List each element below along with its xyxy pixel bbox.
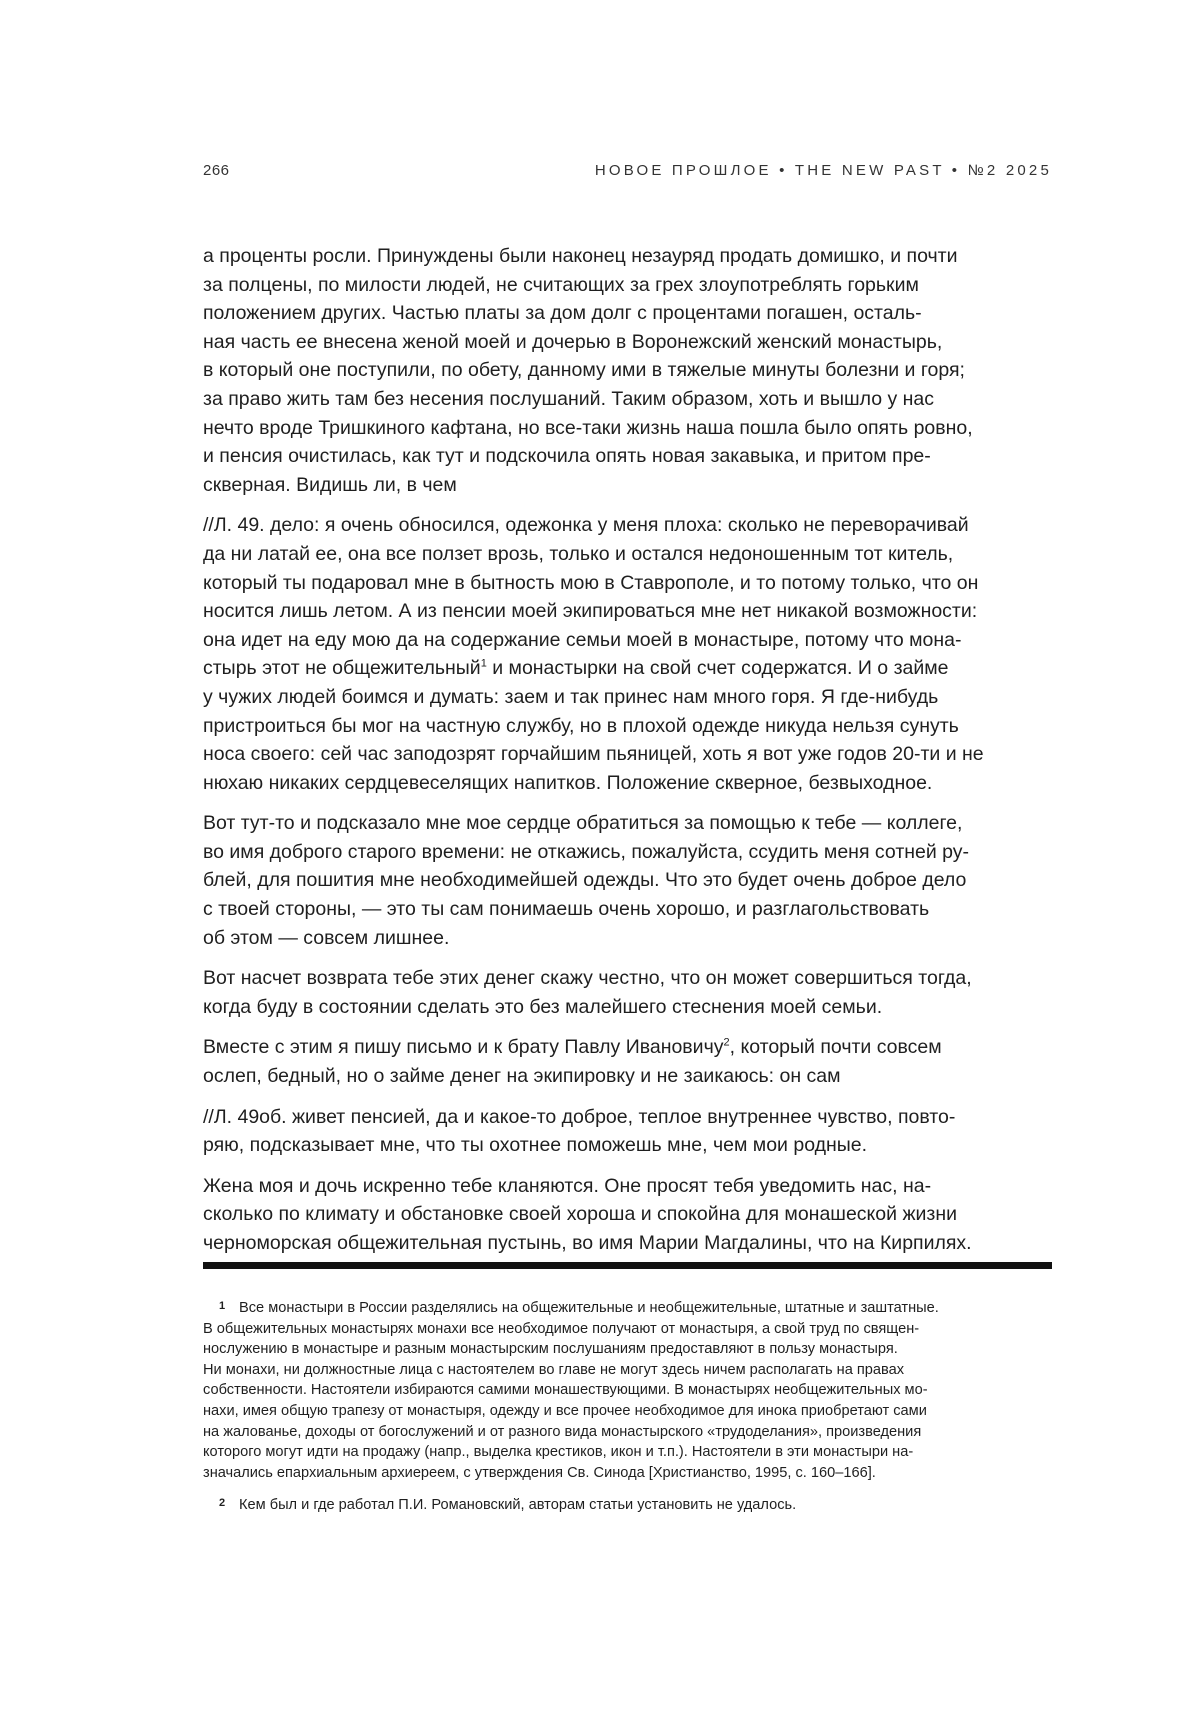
text-line: скверная. Видишь ли, в чем	[203, 473, 457, 496]
text-line: который ты подаровал мне в бытность мою в Ставрополе, и то потому только, что он	[203, 571, 979, 594]
text-line: ослеп, бедный, но о займе денег на экипировку и не заикаюсь: он сам	[203, 1065, 841, 1088]
footnote-separator-rule	[203, 1262, 1052, 1269]
paragraph-2	[203, 511, 1052, 797]
footnotes	[203, 1296, 1052, 1526]
text-line: положением других. Частью платы за дом долг с процентами погашен, осталь-	[203, 302, 922, 325]
footnote-ref-1[interactable]: 1	[480, 657, 487, 670]
text-line: сколько по климату и обстановке своей хороша и спокойна для монашеской жизни	[203, 1203, 957, 1226]
footnote-line	[203, 1493, 1052, 1516]
text-fragment: Вместе с этим я пишу письмо и к брату Павлу Ивановичу	[203, 1036, 724, 1059]
text-line: за полцены, по милости людей, не считающих за грех злоупотреблять горьким	[203, 273, 919, 296]
text-line: //Л. 49об. живет пенсией, да и какое-то доброе, теплое внутреннее чувство, повто-	[203, 1105, 956, 1128]
text-line: за право жить там без несения послушаний. Таким образом, хоть и вышло у нас	[203, 387, 935, 410]
text-line: блей, для пошития мне необходимейшей одежды. Что это будет очень доброе дело	[203, 869, 967, 892]
footnote-line: Ни монахи, ни должностные лица с настоятелем во главе не могут здесь ничем располагать на правах	[203, 1361, 905, 1378]
text-line: ряю, подсказывает мне, что ты охотнее поможешь мне, чем мои родные.	[203, 1134, 868, 1157]
text-line: и пенсия очистилась, как тут и подскочила опять новая закавыка, и притом пре-	[203, 445, 931, 468]
text-line: нечто вроде Тришкиного кафтана, но все-таки жизнь наша пошла было опять ровно,	[203, 416, 973, 439]
text-line: носится лишь летом. А из пенсии моей экипироваться мне нет никакой возможности:	[203, 600, 978, 623]
text-line: об этом — совсем лишнее.	[203, 926, 450, 949]
text-line: черноморская общежительная пустынь, во имя Марии Магдалины, что на Кирпилях.	[203, 1232, 972, 1254]
text-line	[203, 1033, 1052, 1062]
footnote-line: значались епархиальным архиереем, с утверждения Св. Синода [Христианство, 1995, с. 160–166].	[203, 1464, 876, 1481]
text-line: в который оне поступили, по обету, данному ими в тяжелые минуты болезни и горя;	[203, 359, 965, 382]
text-line: Жена моя и дочь искренно тебе кланяются. Оне просят тебя уведомить нас, на-	[203, 1174, 932, 1197]
text-line: пристроиться бы мог на частную службу, но в плохой одежде никуда нельзя сунуть	[203, 714, 959, 737]
footnote-text: Кем был и где работал П.И. Романовский, авторам статьи установить не удалось.	[239, 1497, 797, 1514]
page-number: 266	[203, 162, 230, 179]
paragraph-5	[203, 1033, 1052, 1090]
text-line: Вот насчет возврата тебе этих денег скажу честно, что он может совершиться тогда,	[203, 967, 972, 990]
text-line: да ни латай ее, она все ползет врозь, только и остался недоношенным тот китель,	[203, 542, 954, 565]
footnote-marker-2: 2	[219, 1497, 226, 1510]
text-line: нюхаю никаких сердцевеселящих напитков. Положение скверное, безвыходное.	[203, 771, 933, 794]
text-line: она идет на еду мою да на содержание семьи моей в монастыре, потому что мона-	[203, 628, 962, 651]
journal-title: НОВОЕ ПРОШЛОЕ • THE NEW PAST • №2 2025	[594, 162, 1052, 179]
footnote-text: Все монастыри в России разделялись на общежительные и необщежительные, штатные и заштатные.	[239, 1300, 939, 1316]
footnote-marker-1: 1	[219, 1300, 226, 1312]
footnote-line	[203, 1296, 1052, 1319]
text-line: носа своего: сей час заподозрят горчайшим пьяницей, хоть я вот уже годов 20-ти и не	[203, 743, 984, 766]
text-fragment: стырь этот не общежительный	[203, 657, 481, 680]
footnote-1	[203, 1296, 1052, 1483]
footnote-2	[203, 1493, 1052, 1516]
footnote-line: В общежительных монастырях монахи все необходимое получают от монастыря, а свой труд по священ-	[203, 1320, 920, 1337]
text-fragment: и монастырки на свой счет содержатся. И о займе	[486, 657, 949, 680]
paragraph-4	[203, 964, 1052, 1021]
text-line: //Л. 49. дело: я очень обносился, одежонка у меня плоха: сколько не переворачивай	[203, 514, 969, 537]
text-line	[203, 654, 1052, 683]
footnote-ref-2[interactable]: 2	[723, 1036, 730, 1049]
footnote-line: на жалованье, доходы от богослужений и от разного вида монастырского «трудоделания», произведения	[203, 1423, 922, 1440]
text-fragment: , который почти совсем	[729, 1036, 942, 1059]
footnote-line: нахи, имея общую трапезу от монастыря, одежду и все прочее необходимое для инока приобретают сами	[203, 1402, 927, 1419]
paragraph-3	[203, 809, 1052, 952]
text-line: когда буду в состоянии сделать это без малейшего стеснения моей семьи.	[203, 995, 883, 1018]
footnote-line: которого могут идти на продажу (напр., выделка крестиков, икон и т.п.). Настоятели в эти монастыри на-	[203, 1444, 914, 1461]
text-line: во имя доброго старого времени: не откажись, пожалуйста, ссудить меня сотней ру-	[203, 840, 970, 863]
text-line: ная часть ее внесена женой моей и дочерью в Воронежский женский монастырь,	[203, 330, 943, 353]
text-line: Вот тут-то и подсказало мне мое сердце обратиться за помощью к тебе — коллеге,	[203, 812, 963, 835]
text-line: у чужих людей боимся и думать: заем и так принес нам много горя. Я где-нибудь	[203, 685, 939, 708]
footnote-line: собственности. Настоятели избираются самими монашествующими. В монастырях необщежительных мо-	[203, 1382, 928, 1399]
paragraph-1	[203, 242, 1052, 499]
text-line: а проценты росли. Принуждены были наконец незауряд продать домишко, и почти	[203, 245, 958, 267]
footnote-line: нослужению в монастыре и разным монастырским послушаниям предоставляют в пользу монастыря.	[203, 1341, 898, 1358]
paragraph-7	[203, 1172, 1052, 1258]
running-header	[203, 162, 1052, 186]
text-line: с твоей стороны, — это ты сам понимаешь очень хорошо, и разглагольствовать	[203, 898, 930, 921]
paragraph-6	[203, 1103, 1052, 1160]
body-text	[203, 242, 1052, 1270]
